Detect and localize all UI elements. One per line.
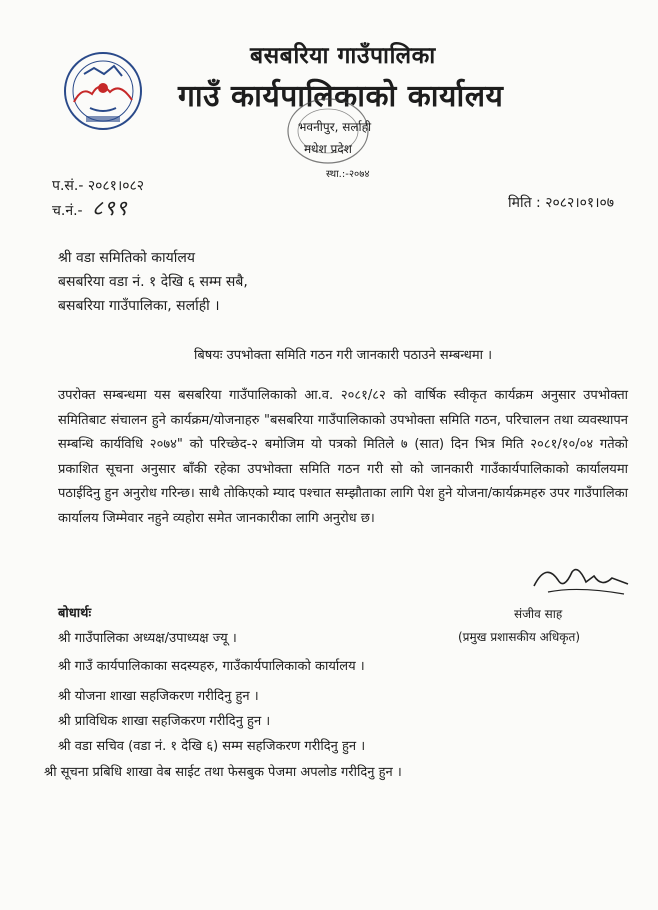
address-line-2: मधेश प्रदेश (304, 142, 352, 156)
cc-item: श्री वडा सचिव (वडा नं. १ देखि ६) सम्म सहजिकरण गरीदिनु हुन । (58, 739, 366, 754)
cc-heading: बोधार्थः (58, 606, 92, 621)
letter-subject: बिषयः उपभोक्ता समिति गठन गरी जानकारी पठाउने सम्बन्धमा । (194, 348, 493, 363)
signer-name: संजीव साह (514, 607, 563, 621)
cc-item: श्री योजना शाखा सहजिकरण गरीदिनु हुन । (58, 689, 259, 704)
dispatch-number-label: च.नं.- (52, 203, 83, 219)
letter-date: मिति : २०८२।०१।०७ (508, 195, 615, 211)
letter-reference-number: प.सं.- २०८१।०८२ (52, 178, 145, 194)
handwritten-signature-icon (528, 558, 638, 600)
address-line-1: भवनीपुर, सर्लाही (298, 120, 372, 134)
established-year: स्था.:-२०७४ (326, 169, 370, 180)
government-emblem-icon (60, 50, 146, 132)
cc-item: श्री गाउँपालिका अध्यक्ष/उपाध्यक्ष ज्यू । (58, 631, 237, 646)
cc-item: श्री सूचना प्रबिधि शाखा वेब साईट तथा फेसबुक पेजमा अपलोड गरीदिनु हुन । (44, 765, 402, 780)
recipient-line-3: बसबरिया गाउँपालिका, सर्लाही । (58, 298, 220, 314)
municipality-name: बसबरिया गाउँपालिका (250, 43, 436, 69)
signer-title: (प्रमुख प्रशासकीय अधिकृत) (458, 630, 581, 644)
cc-item: श्री प्राविधिक शाखा सहजिकरण गरीदिनु हुन । (58, 714, 271, 729)
recipient-line-2: बसबरिया वडा नं. १ देखि ६ सम्म सबै, (58, 274, 248, 290)
dispatch-number-value: ८९९ (92, 196, 128, 220)
cc-item: श्री गाउँ कार्यपालिकाका सदस्यहरु, गाउँकार्यपालिकाको कार्यालय । (58, 659, 365, 674)
office-name: गाउँ कार्यपालिकाको कार्यालय (178, 79, 504, 114)
recipient-line-1: श्री वडा समितिको कार्यालय (58, 250, 195, 266)
letter-body: उपरोक्त सम्बन्धमा यस बसबरिया गाउँपालिकाको आ.व. २०८१/८२ को वार्षिक स्वीकृत कार्यक्रम अनुसार उपभोक्ता समितिबाट संचालन हुने कार्यक्रम/योजनाहरु "बसबरिया गाउँपालिकाको उपभोक्ता समिति गठन, परिचालन तथा व्यवस्थापन सम्बन्धि कार्यविधि २०७४" को परिच्छेद-२ बमोजिम यो पत्रको मितिले ७ (सात) दिन भित्र मिति २०८१/१०/०४ गतेको प्रकाशित सूचना अनुसार बाँकी रहेका उपभोक्ता समिति गठन गरी सो को जानकारी गाउँकार्यपालिकाको कार्यालयमा पठाईदिनु हुन अनुरोध गरिन्छ। साथै तोकिएको म्याद पश्चात सम्झौताका लागि पेश हुने योजना/कार्यक्रमहरु उपर गाउँपालिका कार्यालय जिम्मेवार नहुने व्यहोरा समेत जानकारीका लागि अनुरोध छ। (58, 388, 628, 526)
